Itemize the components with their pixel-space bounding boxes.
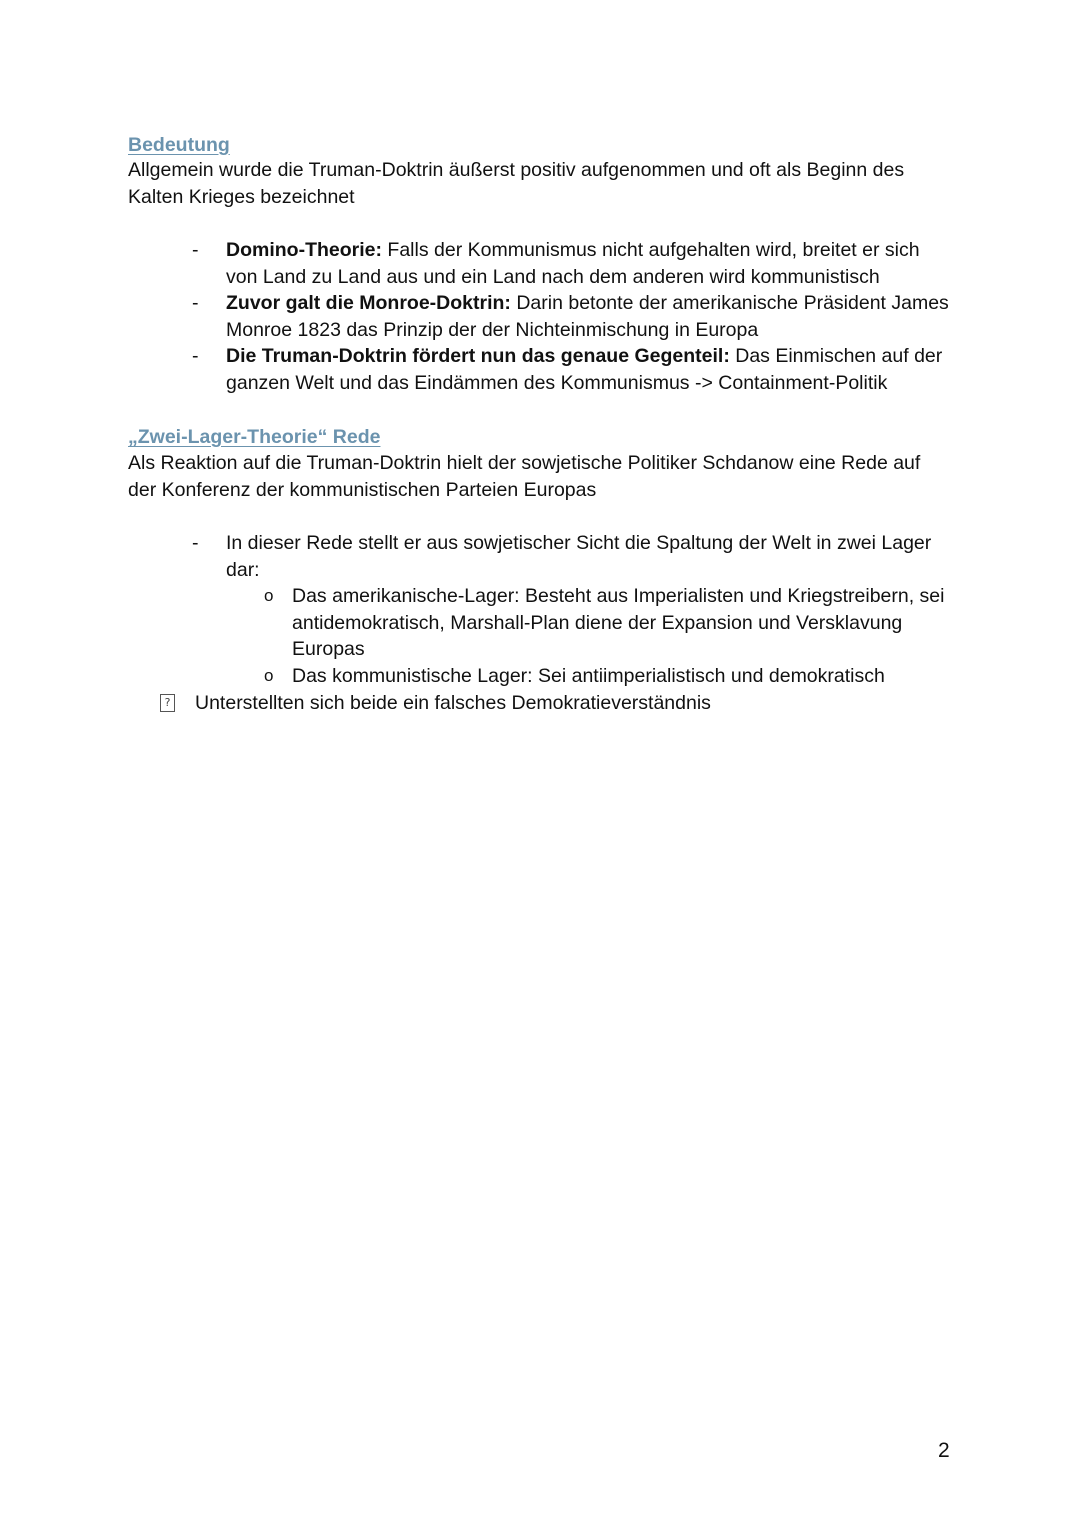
section-intro-zwei-lager: Als Reaktion auf die Truman-Doktrin hielt der sowjetische Politiker Schdanow eine Rede auf der Konferenz der kommunistischen Parteien Europas — [128, 452, 921, 501]
sub-list-item — [256, 663, 956, 690]
dash-marker: - — [192, 239, 199, 261]
bullet-text: Darin betonte der amerikanische Präsident James Monroe 1823 das Prinzip der der Nichteinmischung in Europa — [226, 292, 949, 341]
list-item — [190, 290, 950, 343]
list-item — [190, 237, 950, 290]
bullet-term: Domino-Theorie: — [226, 239, 382, 261]
bullet-list-zwei-lager — [190, 530, 950, 583]
circle-marker: o — [264, 665, 274, 685]
dash-marker: - — [192, 532, 199, 554]
section-heading-bedeutung: Bedeutung — [128, 134, 230, 156]
sub-list-item — [256, 583, 956, 663]
dash-marker: - — [192, 292, 199, 314]
question-box-icon: ? — [160, 694, 175, 712]
list-item — [190, 343, 950, 396]
bullet-text: In dieser Rede stellt er aus sowjetischer Sicht die Spaltung der Welt in zwei Lager dar: — [226, 532, 932, 581]
dash-marker: - — [192, 345, 199, 367]
bullet-term: Zuvor galt die Monroe-Doktrin: — [226, 292, 511, 314]
section-intro-bedeutung: Allgemein wurde die Truman-Doktrin äußerst positiv aufgenommen und oft als Beginn des Kalten Krieges bezeichnet — [128, 159, 905, 208]
list-item — [190, 530, 950, 583]
bullet-term: Die Truman-Doktrin fördert nun das genaue Gegenteil: — [226, 345, 730, 367]
conclusion-text: Unterstellten sich beide ein falsches Demokratieverständnis — [195, 692, 711, 714]
bullet-text: Das Einmischen auf der ganzen Welt und das Eindämmen des Kommunismus -> Containment-Politik — [226, 345, 943, 394]
page-number: 2 — [938, 1439, 950, 1462]
section-heading-zwei-lager: „Zwei-Lager-Theorie“ Rede — [128, 426, 381, 448]
bullet-list-bedeutung — [190, 237, 950, 396]
sub-list-lager — [256, 583, 956, 689]
conclusion-line — [160, 690, 711, 717]
sub-bullet-text: Das amerikanische-Lager: Besteht aus Imperialisten und Kriegstreibern, sei antidemokratisch, Marshall-Plan diene der Expansion und Versklavung Europas — [292, 585, 945, 660]
bullet-text: Falls der Kommunismus nicht aufgehalten wird, breitet er sich von Land zu Land aus und ein Land nach dem anderen wird kommunistisch — [226, 239, 920, 288]
circle-marker: o — [264, 586, 274, 605]
sub-bullet-text: Das kommunistische Lager: Sei antiimperialistisch und demokratisch — [292, 664, 885, 687]
